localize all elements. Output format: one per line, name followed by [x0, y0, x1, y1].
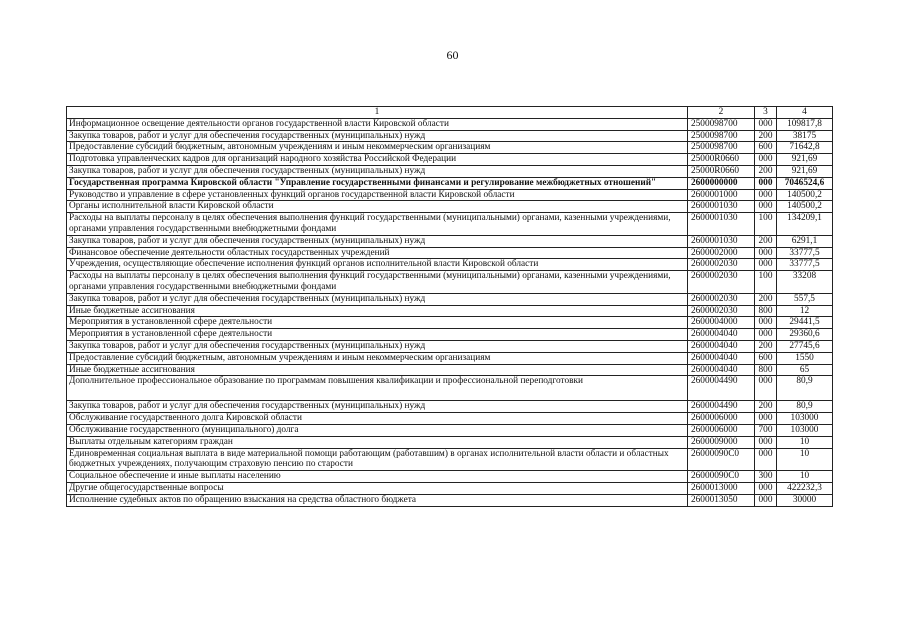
row-type-cell: 000 — [755, 376, 777, 401]
budget-table — [66, 106, 833, 507]
row-name-cell: Финансовое обеспечение деятельности областных государственных учреждений — [67, 247, 688, 259]
row-type-cell: 000 — [755, 259, 777, 271]
row-amount-cell: 1550 — [777, 352, 833, 364]
row-name-cell: Государственная программа Кировской области "Управление государственными финансами и регулирование межбюджетных отношений" — [67, 177, 688, 189]
row-type-cell: 000 — [755, 247, 777, 259]
row-code-cell: 2500098700 — [688, 118, 755, 130]
row-name-cell: Расходы на выплаты персоналу в целях обеспечения выполнения функций государственными (муниципальными) органами, казенными учреждениями, органами управления государственными внебюджетными фондами — [67, 213, 688, 236]
row-amount-cell: 10 — [777, 448, 833, 471]
row-code-cell: 2600001030 — [688, 213, 755, 236]
row-amount-cell: 80,9 — [777, 376, 833, 401]
row-amount-cell: 33208 — [777, 271, 833, 294]
column-header: 1 — [67, 107, 688, 119]
row-name-cell: Исполнение судебных актов по обращению взыскания на средства областного бюджета — [67, 494, 688, 506]
row-code-cell: 25000R0660 — [688, 165, 755, 177]
table-header-row — [67, 107, 833, 119]
row-amount-cell: 30000 — [777, 494, 833, 506]
row-type-cell: 000 — [755, 436, 777, 448]
row-type-cell: 200 — [755, 401, 777, 413]
row-type-cell: 300 — [755, 471, 777, 483]
table-row — [67, 340, 833, 352]
row-amount-cell: 103000 — [777, 424, 833, 436]
column-header: 2 — [688, 107, 755, 119]
table-row — [67, 259, 833, 271]
row-type-cell: 000 — [755, 448, 777, 471]
table-row — [67, 271, 833, 294]
row-code-cell: 2500098700 — [688, 142, 755, 154]
row-code-cell: 2600013000 — [688, 482, 755, 494]
row-code-cell: 26000090C0 — [688, 448, 755, 471]
row-code-cell: 2600009000 — [688, 436, 755, 448]
row-type-cell: 700 — [755, 424, 777, 436]
row-code-cell: 2600000000 — [688, 177, 755, 189]
row-name-cell: Иные бюджетные ассигнования — [67, 364, 688, 376]
row-code-cell: 2600001000 — [688, 189, 755, 201]
table-row — [67, 201, 833, 213]
row-code-cell: 2600002030 — [688, 293, 755, 305]
row-code-cell: 2600002030 — [688, 305, 755, 317]
table-row — [67, 329, 833, 341]
table-row — [67, 165, 833, 177]
row-code-cell: 2600006000 — [688, 413, 755, 425]
row-type-cell: 200 — [755, 235, 777, 247]
row-name-cell: Органы исполнительной власти Кировской области — [67, 201, 688, 213]
table-row — [67, 235, 833, 247]
row-type-cell: 600 — [755, 352, 777, 364]
table-row — [67, 213, 833, 236]
row-name-cell: Обслуживание государственного (муниципального) долга — [67, 424, 688, 436]
row-code-cell: 2600013050 — [688, 494, 755, 506]
table-row — [67, 482, 833, 494]
row-code-cell: 2600004040 — [688, 340, 755, 352]
table-row — [67, 494, 833, 506]
row-code-cell: 2600004000 — [688, 317, 755, 329]
row-code-cell: 2600002000 — [688, 247, 755, 259]
table-row — [67, 401, 833, 413]
table-row — [67, 154, 833, 166]
row-code-cell: 2600001030 — [688, 201, 755, 213]
row-amount-cell: 134209,1 — [777, 213, 833, 236]
row-name-cell: Руководство и управление в сфере установленных функций органов государственной власти Кировской области — [67, 189, 688, 201]
row-amount-cell: 29441,5 — [777, 317, 833, 329]
row-name-cell: Закупка товаров, работ и услуг для обеспечения государственных (муниципальных) нужд — [67, 165, 688, 177]
table-row — [67, 189, 833, 201]
row-type-cell: 800 — [755, 364, 777, 376]
row-amount-cell: 27745,6 — [777, 340, 833, 352]
table-row — [67, 305, 833, 317]
row-amount-cell: 7046524,6 — [777, 177, 833, 189]
row-type-cell: 100 — [755, 213, 777, 236]
row-amount-cell: 921,69 — [777, 165, 833, 177]
row-code-cell: 2500098700 — [688, 130, 755, 142]
row-amount-cell: 103000 — [777, 413, 833, 425]
row-name-cell: Предоставление субсидий бюджетным, автономным учреждениям и иным некоммерческим организациям — [67, 352, 688, 364]
row-amount-cell: 6291,1 — [777, 235, 833, 247]
row-code-cell: 2600001030 — [688, 235, 755, 247]
row-amount-cell: 33777,5 — [777, 259, 833, 271]
row-type-cell: 200 — [755, 130, 777, 142]
table-row — [67, 177, 833, 189]
column-header: 3 — [755, 107, 777, 119]
row-name-cell: Иные бюджетные ассигнования — [67, 305, 688, 317]
row-type-cell: 200 — [755, 293, 777, 305]
row-type-cell: 000 — [755, 413, 777, 425]
table-row — [67, 118, 833, 130]
row-code-cell: 2600006000 — [688, 424, 755, 436]
row-code-cell: 2600002030 — [688, 259, 755, 271]
row-name-cell: Предоставление субсидий бюджетным, автономным учреждениям и иным некоммерческим организациям — [67, 142, 688, 154]
row-code-cell: 25000R0660 — [688, 154, 755, 166]
row-name-cell: Обслуживание государственного долга Кировской области — [67, 413, 688, 425]
table-row — [67, 364, 833, 376]
row-type-cell: 000 — [755, 154, 777, 166]
row-amount-cell: 109817,8 — [777, 118, 833, 130]
row-amount-cell: 65 — [777, 364, 833, 376]
table-row — [67, 247, 833, 259]
row-name-cell: Расходы на выплаты персоналу в целях обеспечения выполнения функций государственными (муниципальными) органами, казенными учреждениями, органами управления государственными внебюджетными фондами — [67, 271, 688, 294]
row-amount-cell: 140500,2 — [777, 189, 833, 201]
row-name-cell: Закупка товаров, работ и услуг для обеспечения государственных (муниципальных) нужд — [67, 401, 688, 413]
row-amount-cell: 140500,2 — [777, 201, 833, 213]
row-name-cell: Подготовка управленческих кадров для организаций народного хозяйства Российской Федерации — [67, 154, 688, 166]
row-code-cell: 26000090C0 — [688, 471, 755, 483]
row-amount-cell: 38175 — [777, 130, 833, 142]
row-amount-cell: 921,69 — [777, 154, 833, 166]
row-name-cell: Мероприятия в установленной сфере деятельности — [67, 317, 688, 329]
row-amount-cell: 10 — [777, 471, 833, 483]
row-type-cell: 000 — [755, 189, 777, 201]
row-amount-cell: 557,5 — [777, 293, 833, 305]
row-name-cell: Мероприятия в установленной сфере деятельности — [67, 329, 688, 341]
row-type-cell: 800 — [755, 305, 777, 317]
row-code-cell: 2600004490 — [688, 376, 755, 401]
table-row — [67, 413, 833, 425]
table-row — [67, 352, 833, 364]
row-type-cell: 000 — [755, 329, 777, 341]
row-code-cell: 2600002030 — [688, 271, 755, 294]
table-row — [67, 471, 833, 483]
row-amount-cell: 71642,8 — [777, 142, 833, 154]
row-name-cell: Социальное обеспечение и иные выплаты населению — [67, 471, 688, 483]
row-type-cell: 000 — [755, 201, 777, 213]
row-type-cell: 000 — [755, 118, 777, 130]
row-type-cell: 000 — [755, 494, 777, 506]
table-row — [67, 130, 833, 142]
page-number: 60 — [446, 48, 459, 62]
row-code-cell: 2600004040 — [688, 364, 755, 376]
row-type-cell: 000 — [755, 317, 777, 329]
row-name-cell: Закупка товаров, работ и услуг для обеспечения государственных (муниципальных) нужд — [67, 293, 688, 305]
table-row — [67, 317, 833, 329]
row-code-cell: 2600004040 — [688, 352, 755, 364]
row-type-cell: 600 — [755, 142, 777, 154]
table-row — [67, 424, 833, 436]
row-code-cell: 2600004040 — [688, 329, 755, 341]
row-name-cell: Информационное освещение деятельности органов государственной власти Кировской области — [67, 118, 688, 130]
row-code-cell: 2600004490 — [688, 401, 755, 413]
row-amount-cell: 29360,6 — [777, 329, 833, 341]
row-type-cell: 200 — [755, 340, 777, 352]
table-row — [67, 142, 833, 154]
row-name-cell: Единовременная социальная выплата в виде материальной помощи работающим (работавшим) в органах исполнительной власти области и областных бюджетных учреждениях, получающим страховую пенсию по старости — [67, 448, 688, 471]
row-name-cell: Учреждения, осуществляющие обеспечение исполнения функций органов исполнительной власти Кировской области — [67, 259, 688, 271]
row-amount-cell: 80,9 — [777, 401, 833, 413]
row-name-cell: Закупка товаров, работ и услуг для обеспечения государственных (муниципальных) нужд — [67, 130, 688, 142]
row-type-cell: 200 — [755, 165, 777, 177]
row-amount-cell: 10 — [777, 436, 833, 448]
row-amount-cell: 33777,5 — [777, 247, 833, 259]
row-name-cell: Другие общегосударственные вопросы — [67, 482, 688, 494]
row-name-cell: Закупка товаров, работ и услуг для обеспечения государственных (муниципальных) нужд — [67, 235, 688, 247]
column-header: 4 — [777, 107, 833, 119]
row-name-cell: Закупка товаров, работ и услуг для обеспечения государственных (муниципальных) нужд — [67, 340, 688, 352]
row-type-cell: 100 — [755, 271, 777, 294]
row-type-cell: 000 — [755, 482, 777, 494]
table-row — [67, 376, 833, 401]
row-type-cell: 000 — [755, 177, 777, 189]
table-row — [67, 293, 833, 305]
row-name-cell: Дополнительное профессиональное образование по программам повышения квалификации и профессиональной переподготовки — [67, 376, 688, 401]
row-amount-cell: 422232,3 — [777, 482, 833, 494]
row-amount-cell: 12 — [777, 305, 833, 317]
table-row — [67, 436, 833, 448]
table-row — [67, 448, 833, 471]
row-name-cell: Выплаты отдельным категориям граждан — [67, 436, 688, 448]
